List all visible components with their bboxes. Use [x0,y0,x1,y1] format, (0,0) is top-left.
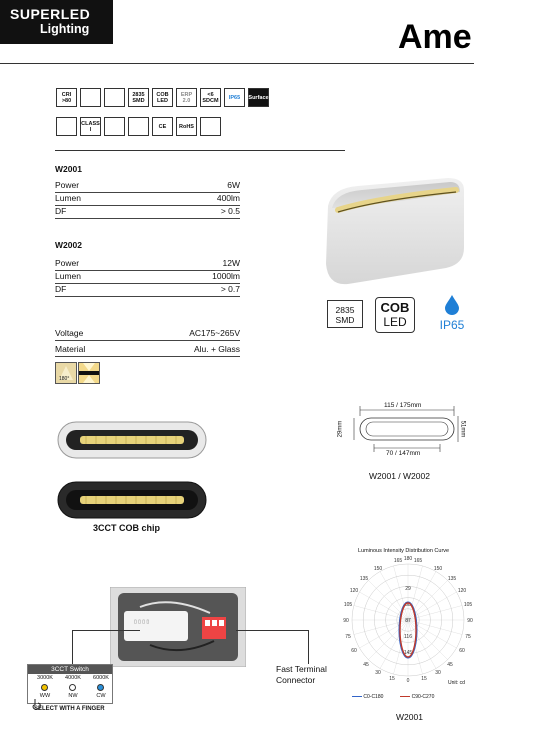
spec-value: > 0.7 [220,284,240,294]
terminal-leader-line [236,630,308,631]
ip65-icon [224,88,245,107]
driver-photo [110,587,246,667]
dim-top: 115 / 175mm [384,402,422,409]
beam-angle-label: 180° [59,376,70,382]
cob-badge-line2: LED [383,315,407,329]
spec-row [55,180,240,193]
spec-row [55,206,240,219]
water-drop-icon [442,294,462,316]
icon-label: CE [158,123,167,130]
spec-row [55,193,240,206]
polar-angle-label: 45 [447,662,453,668]
cct-selector-dot[interactable] [69,684,76,691]
terminal-label-line2: Connector [276,675,316,685]
brand-name: SUPERLED [10,6,91,22]
spec-value: > 0.5 [220,206,240,216]
class1-icon [80,117,101,136]
weee-icon [200,117,221,136]
white-fixture-front-image [56,418,208,462]
smd-badge-line1: 2835 [335,305,355,315]
polar-angle-label: 75 [345,634,351,640]
cob-badge [375,297,415,333]
smd-badge-line2: SMD [335,315,355,325]
polar-angle-label: 105 [343,602,353,608]
spec-key: DF [55,206,67,216]
brand-sub: Lighting [40,22,90,36]
polar-angle-label: 90 [467,618,473,624]
polar-angle-label: 150 [373,566,383,572]
cct-temp: 6000K [93,675,109,681]
polar-angle-label: 60 [351,648,357,654]
icon-label: 2835 SMD [132,91,145,104]
icon-label: Surface [248,94,269,101]
polar-angle-label: 15 [421,676,427,682]
model-code: W2002 [55,240,82,250]
polar-angle-label: 180 [403,556,413,562]
cri-icon [56,88,77,107]
icon-label: ERP 2.0 [180,91,193,104]
page-title: Ame [398,18,472,56]
spec-row [55,344,240,357]
polar-spoke [408,572,436,620]
spec-row [55,258,240,271]
spec-value: 400lm [216,193,240,203]
black-fixture-front-image [56,478,208,522]
polar-angle-label: 120 [349,588,359,594]
polar-angle-label: 60 [459,648,465,654]
switch-leader-line-vertical [72,630,73,666]
sdcm-icon [200,88,221,107]
switch-leader-line [72,630,140,631]
model-code: W2001 [55,164,82,174]
polar-angle-label: 90 [343,618,349,624]
icon-label: CRI >80 [61,91,72,104]
polar-spoke [380,620,408,668]
switch-instruction: SELECT WITH A FINGER [34,706,105,712]
brand-logo [0,0,113,44]
polar-caption: W2001 [396,712,423,722]
dimension-drawing [337,402,470,462]
spec-value: 12W [222,258,240,268]
polar-angle-label: 75 [465,634,471,640]
rohs-icon [176,117,197,136]
dim-right: 51mm [459,420,466,438]
terminal-label [276,664,327,686]
terminal-leader-line-vertical [308,630,309,664]
cct-temp: 4000K [65,675,81,681]
polar-angle-label: 15 [389,676,395,682]
chip-caption: 3CCT COB chip [93,523,161,533]
spec-value: 1000lm [212,271,240,281]
spec-value: Alu. + Glass [193,344,240,354]
cob-icon [152,88,173,107]
cct-icon [104,88,125,107]
spec-divider [55,150,345,151]
icon-label: COB LED [156,91,169,104]
polar-angle-label: 135 [359,576,369,582]
ip-badge [435,294,469,334]
spec-key: DF [55,284,67,294]
spec-key: Voltage [55,328,84,338]
polar-radial-label: 116 [404,634,412,640]
terminal-label-line1: Fast Terminal [276,664,327,674]
icon-label: IP65 [228,94,241,101]
legend-label: C0-C180 [363,694,384,700]
switch-icon [80,88,101,107]
header-divider [0,63,474,64]
product-image [318,168,468,288]
cct-code: NW [68,693,78,699]
polar-title: Luminous Intensity Distribution Curve [358,548,450,554]
erp-icon [176,88,197,107]
polar-spoke [408,620,436,668]
polar-legend [352,694,434,700]
cct-selector-dot[interactable] [97,684,104,691]
polar-spoke [380,572,408,620]
polar-spoke [368,620,408,660]
cct-selector-dot[interactable] [41,684,48,691]
polar-angle-label: 30 [375,670,381,676]
dimension-caption: W2001 / W2002 [369,471,430,481]
polar-angle-label: 150 [433,566,443,572]
icon-label: CLASS I [81,120,100,133]
spec-value: AC175~265V [189,328,240,338]
dim-bottom: 70 / 147mm [386,450,421,457]
polar-radial-label: 87 [405,618,411,624]
spec-row [55,271,240,284]
beam-angle-icon [55,362,77,384]
polar-angle-label: 30 [435,670,441,676]
cct-switch-title: 3CCT Switch [28,665,112,674]
polar-chart [340,556,476,696]
spec-key: Power [55,180,80,190]
legend-swatch-c0 [352,696,362,697]
smd-icon [128,88,149,107]
spec-row [55,328,240,341]
polar-radial-label: 29 [405,586,411,592]
polar-radial-label: 145 [403,650,413,656]
cct-code: WW [39,693,51,699]
polar-radial-label: 58 [405,602,411,608]
ip-badge-label: IP65 [439,318,465,332]
icon-label: RoHS [179,123,194,130]
cct-temp: 3000K [37,675,53,681]
ce-icon [152,117,173,136]
polar-angle-label: 105 [463,602,473,608]
surface-icon [248,88,269,107]
updown-light-icon [78,362,100,384]
polar-angle-label: 165 [413,558,423,564]
svg-text:▯ ▯ ▯ ▯: ▯ ▯ ▯ ▯ [134,619,150,625]
polar-angle-label: 120 [457,588,467,594]
polar-spoke [408,620,448,660]
wattage-icon [128,117,149,136]
spec-key: Material [55,344,86,354]
smd-badge [327,300,363,328]
finger-icon [31,697,42,709]
spec-key: Power [55,258,80,268]
spec-key: Lumen [55,193,81,203]
cob-badge-line1: COB [380,300,410,315]
spec-value: 6W [227,180,240,190]
legend-label: C90-C270 [411,694,435,700]
indoor-icon [104,117,125,136]
icon-label: <6 SDCM [202,91,219,104]
polar-unit: Unit: cd [448,680,465,686]
polar-angle-label: 45 [363,662,369,668]
dim-left: 29mm [337,420,344,438]
spec-key: Lumen [55,271,81,281]
legend-swatch-c90 [400,696,410,697]
polar-angle-label: 0 [406,678,410,684]
polar-angle-label: 135 [447,576,457,582]
spec-row [55,284,240,297]
cct-code: CW [96,693,106,699]
earth-icon [56,117,77,136]
polar-angle-label: 165 [393,558,403,564]
